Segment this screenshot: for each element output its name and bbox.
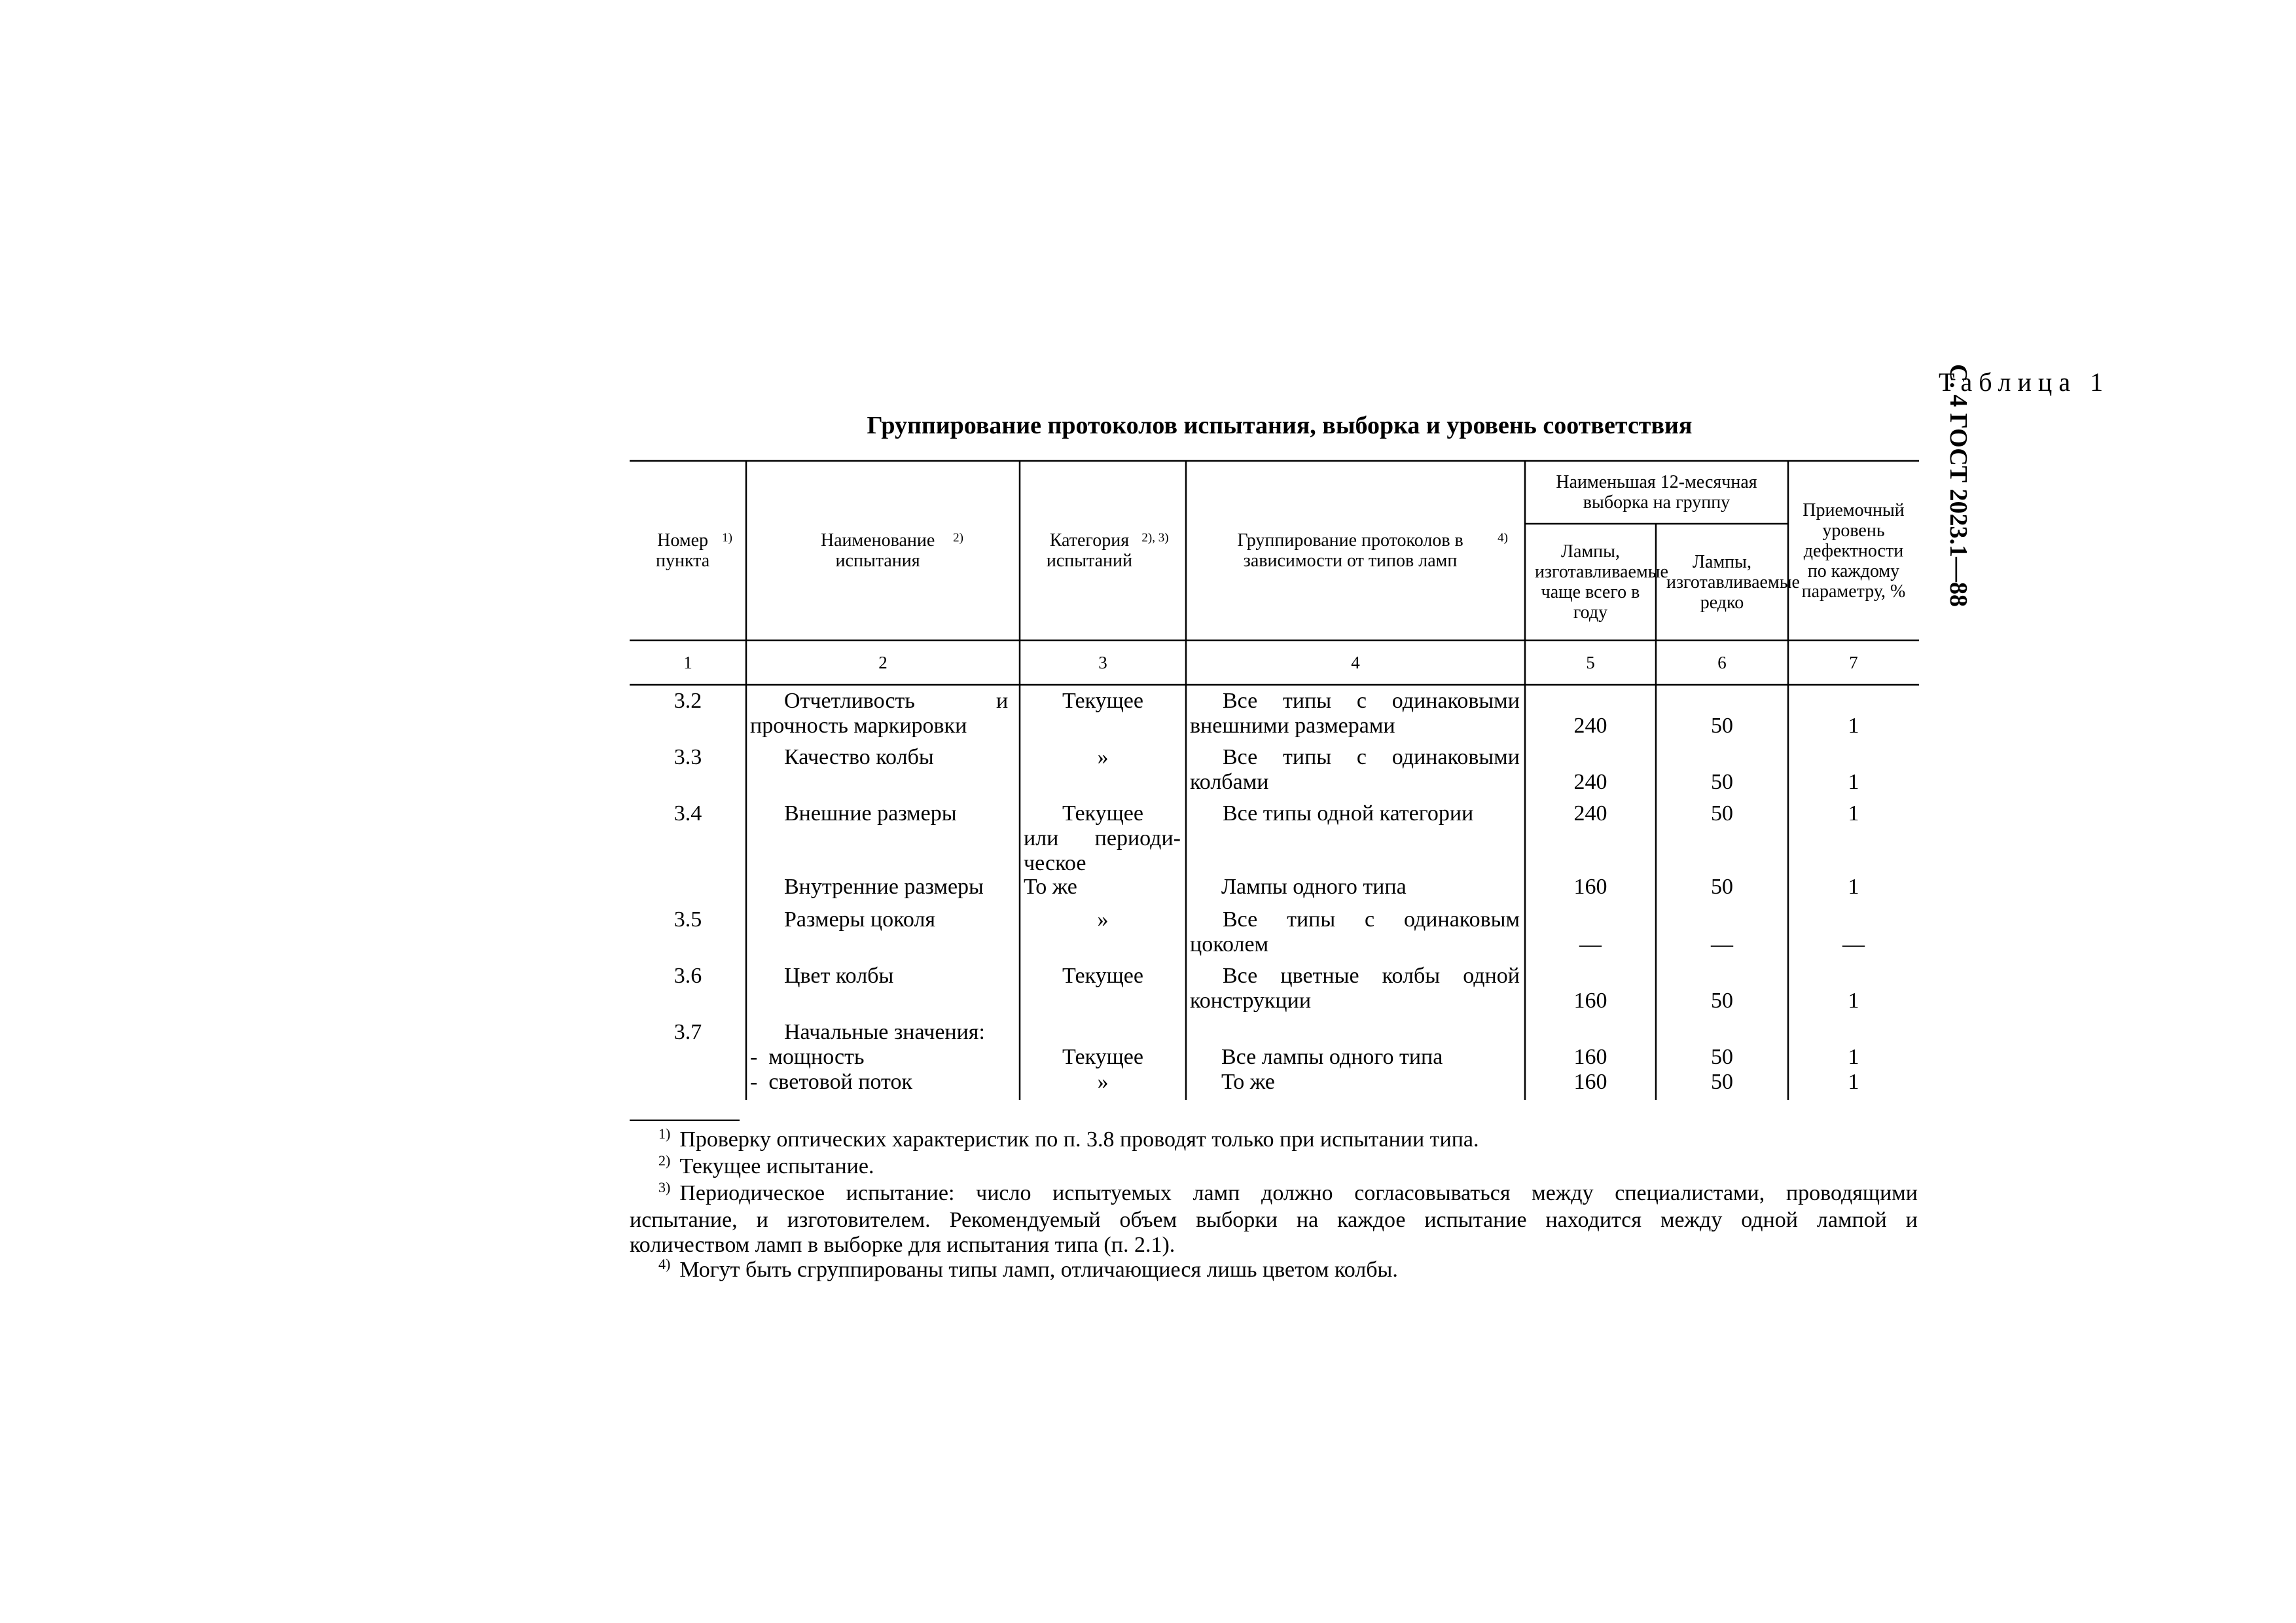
footnote-text: Проверку оптических характеристик по п. 3.8 проводят только при испытании типа. [679, 1127, 1479, 1152]
footnote-mark: 1) [658, 1125, 671, 1142]
row-number: 3.6 [673, 964, 702, 988]
row-category: Текущее [1062, 801, 1143, 826]
row-category: Текущее [1062, 964, 1143, 988]
row-number: 3.7 [673, 1020, 702, 1044]
header-acceptance-level [1788, 461, 1919, 640]
row-frequent-sample: 240 [1573, 801, 1607, 826]
column-number-4: 4 [1351, 652, 1360, 672]
footnote-mark: 3) [658, 1179, 671, 1195]
row-grouping: Лампы одного типа [1221, 875, 1407, 899]
row-acceptance-level: 1 [1848, 714, 1859, 738]
header-test-category-sup: 2), 3) [1141, 531, 1169, 545]
row-frequent-sample: 160 [1573, 1045, 1607, 1069]
footnote-1 [630, 1127, 1918, 1154]
row-rare-sample: 50 [1711, 989, 1733, 1013]
row-frequent-sample: 240 [1573, 714, 1607, 738]
row-number: 3.4 [673, 801, 702, 826]
header-test-name-text: Наименование испытания [820, 530, 935, 571]
header-acceptance-level-text: Приемочный уровень дефектности по каждому параметру, % [1801, 500, 1906, 602]
row-grouping-cont: конструкции [1190, 989, 1312, 1013]
row-category: » [1097, 907, 1109, 932]
row-test-name-cont: прочность маркировки [750, 714, 967, 738]
row-grouping: Все типы с одинаковыми [1223, 745, 1520, 769]
row-frequent-sample: 160 [1573, 875, 1607, 899]
row-number: 3.2 [673, 689, 702, 713]
row-acceptance-level: 1 [1848, 770, 1859, 794]
row-test-name: Внешние размеры [784, 801, 957, 826]
row-acceptance-level: 1 [1848, 801, 1859, 826]
header-item-number [630, 461, 746, 640]
header-grouping [1186, 461, 1525, 640]
row-frequent-sample: 160 [1573, 1070, 1607, 1094]
row-grouping-cont: цоколем [1190, 932, 1269, 957]
header-frequent-lamps-text: Лампы, изготавливаемые чаще всего в году [1535, 541, 1668, 623]
footnote-text: Могут быть сгруппированы типы ламп, отличающиеся лишь цветом колбы. [679, 1258, 1398, 1282]
footnote-text: Текущее испытание. [679, 1154, 874, 1178]
row-category: » [1097, 1070, 1109, 1094]
side-header-text: С. 4 ГОСТ 2023.1—88 [1945, 364, 1972, 607]
row-acceptance-level: — [1842, 932, 1865, 957]
row-category: » [1097, 745, 1109, 769]
header-sample-group [1525, 461, 1788, 524]
row-test-name: Начальные значения: [784, 1020, 985, 1044]
column-number-5: 5 [1586, 652, 1595, 672]
header-test-category-text: Категория испытаний [1046, 530, 1132, 571]
row-acceptance-level: 1 [1848, 1070, 1859, 1094]
row-grouping: Все типы с одинаковым [1223, 907, 1520, 932]
row-rare-sample: 50 [1711, 1045, 1733, 1069]
header-grouping-text: Группирование протоколов в зависимости от типов ламп [1237, 530, 1463, 571]
header-grouping-sup: 4) [1498, 531, 1508, 545]
row-rare-sample: 50 [1711, 875, 1733, 899]
column-number-3: 3 [1098, 652, 1107, 672]
row-test-name: - световой поток [750, 1070, 912, 1094]
row-test-name: Качество колбы [784, 745, 934, 769]
footnote-4 [630, 1258, 1918, 1285]
header-test-name-sup: 2) [953, 531, 963, 545]
header-rare-lamps-text: Лампы, изготавливаемые редко [1666, 551, 1800, 613]
column-number-6: 6 [1717, 652, 1727, 672]
footnote-text: испытание, и изготовителем. Рекомендуемый объем выборки на каждое испытание находится между одной лампой и [630, 1208, 1918, 1232]
row-grouping-cont: колбами [1190, 770, 1269, 794]
row-number: 3.3 [673, 745, 702, 769]
header-sample-group-text: Наименьшая 12-месячная выборка на группу [1556, 472, 1757, 513]
header-item-number-text: Номер пункта [655, 530, 710, 571]
footnote-2 [630, 1154, 1918, 1181]
row-test-name: Отчетливость [784, 689, 915, 713]
row-test-name-and: и [996, 689, 1009, 713]
row-frequent-sample: 160 [1573, 989, 1607, 1013]
row-grouping: Все типы одной категории [1223, 801, 1474, 826]
table-title: Группирование протоколов испытания, выборка и уровень соответствия [867, 412, 1693, 439]
row-test-name: - мощность [750, 1045, 865, 1069]
footnote-mark: 4) [658, 1256, 671, 1272]
header-test-name [746, 461, 1020, 640]
row-category: Текущее [1062, 689, 1143, 713]
row-grouping: Все типы с одинаковыми [1223, 689, 1520, 713]
header-test-category [1020, 461, 1186, 640]
row-category: То же [1024, 875, 1077, 899]
footnote-3 [630, 1181, 1918, 1258]
column-number-7: 7 [1849, 652, 1858, 672]
row-grouping-cont: внешними размерами [1190, 714, 1395, 738]
side-page-header [1932, 364, 1984, 652]
row-rare-sample: 50 [1711, 1070, 1733, 1094]
row-acceptance-level: 1 [1848, 1045, 1859, 1069]
row-category: Текущее [1062, 1045, 1143, 1069]
header-rare-lamps [1656, 524, 1800, 640]
row-test-name: Размеры цоколя [784, 907, 936, 932]
row-grouping: Все цветные колбы одной [1223, 964, 1520, 988]
footnote-text: Периодическое испытание: число испытуемых ламп должно согласовываться между специалистами, проводящими [679, 1181, 1918, 1205]
row-test-name: Внутренние размеры [784, 875, 984, 899]
footnote-rule [630, 1120, 740, 1121]
row-acceptance-level: 1 [1848, 875, 1859, 899]
row-rare-sample: 50 [1711, 770, 1733, 794]
row-number: 3.5 [673, 907, 702, 932]
column-number-1: 1 [683, 652, 692, 672]
table-label: Таблица 1 [1939, 367, 2110, 397]
row-category-cont: или периоди- [1024, 826, 1181, 850]
row-grouping: То же [1221, 1070, 1275, 1094]
row-test-name: Цвет колбы [784, 964, 894, 988]
column-number-2: 2 [878, 652, 888, 672]
footnote-text: количеством ламп в выборке для испытания типа (п. 2.1). [630, 1233, 1175, 1257]
row-rare-sample: — [1711, 932, 1733, 957]
footnote-line [630, 1181, 1918, 1208]
row-grouping: Все лампы одного типа [1221, 1045, 1443, 1069]
footnote-mark: 2) [658, 1152, 671, 1169]
header-frequent-lamps [1525, 524, 1668, 640]
row-frequent-sample: 240 [1573, 770, 1607, 794]
footnotes [630, 1127, 1918, 1285]
row-category-cont: ческое [1024, 851, 1086, 875]
row-rare-sample: 50 [1711, 801, 1733, 826]
row-rare-sample: 50 [1711, 714, 1733, 738]
row-acceptance-level: 1 [1848, 989, 1859, 1013]
row-frequent-sample: — [1579, 932, 1602, 957]
header-item-number-sup: 1) [722, 531, 732, 545]
